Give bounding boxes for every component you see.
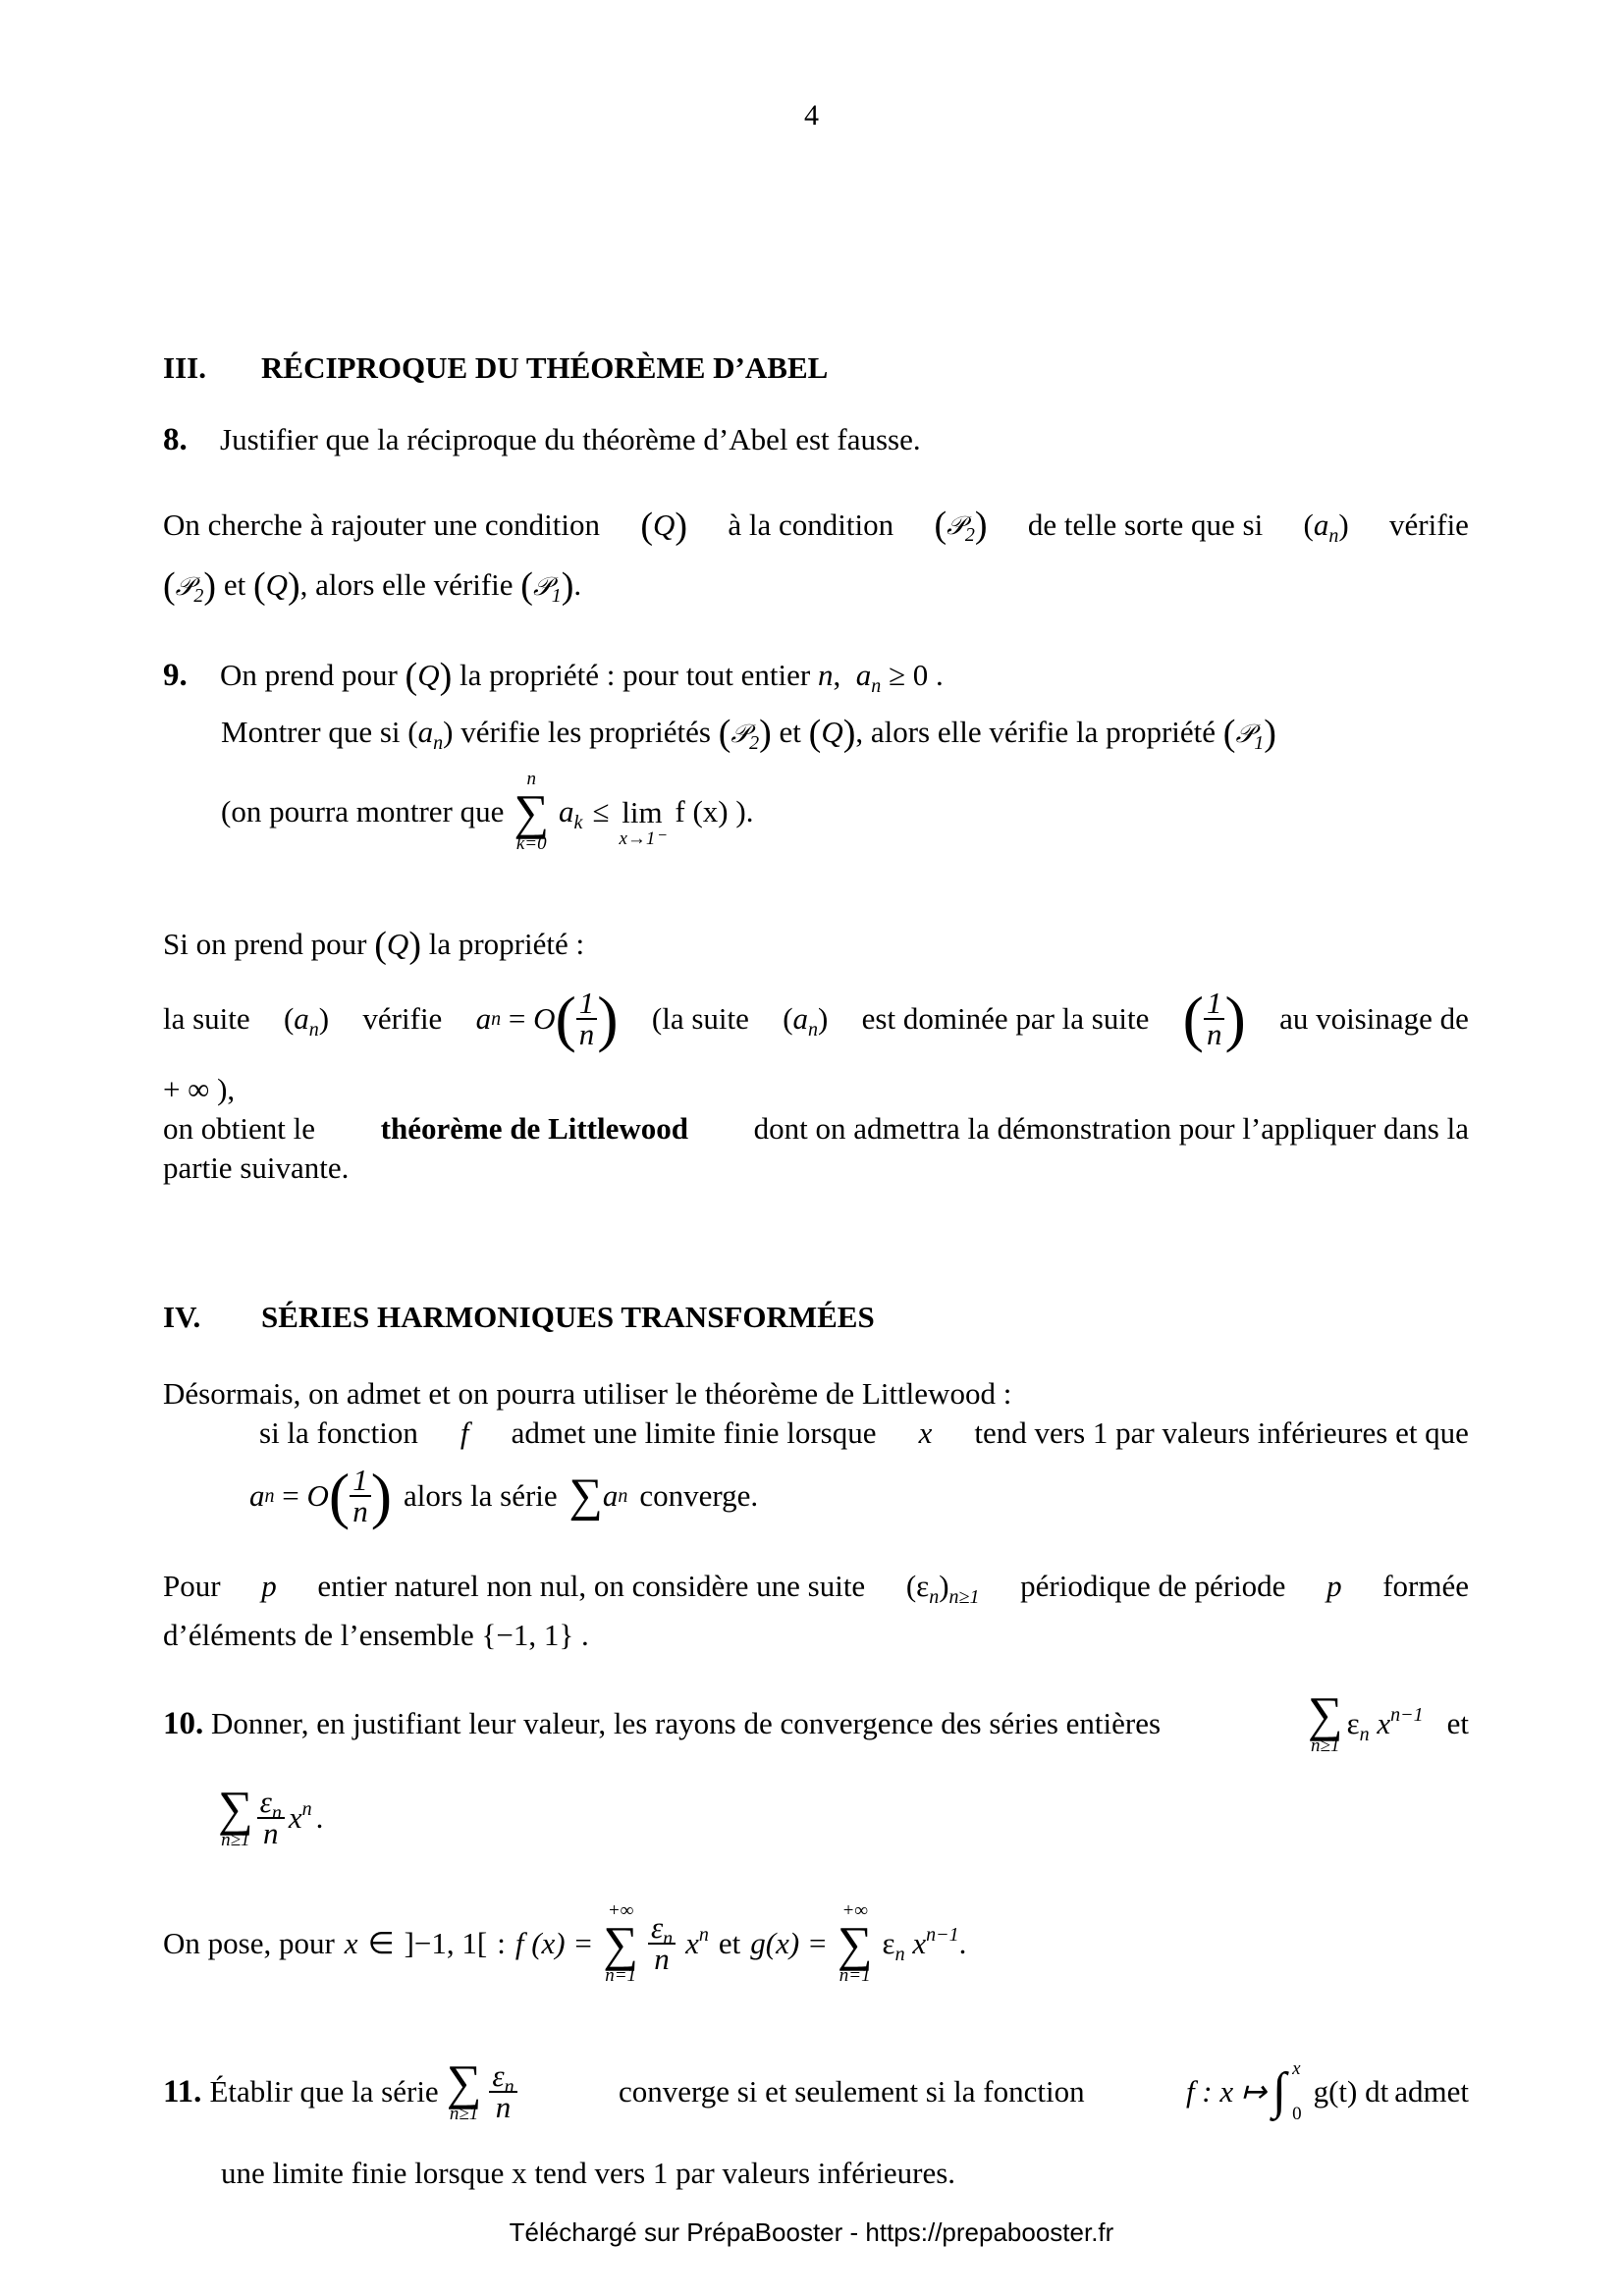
section-title: RÉCIPROQUE DU THÉORÈME D’ABEL xyxy=(261,350,829,385)
denominator: n xyxy=(578,1017,595,1051)
text: Montrer que si xyxy=(221,715,401,749)
sigma-icon: ∑ xyxy=(1307,1686,1343,1741)
sum-lower: n≥1 xyxy=(1311,1735,1340,1756)
text: la propriété : xyxy=(428,927,585,961)
math-eps: ε xyxy=(259,1785,272,1819)
text: On prend pour xyxy=(220,658,398,692)
math-n: n xyxy=(818,658,834,692)
text: On pose, pour xyxy=(163,1926,335,1960)
math-eps: ε xyxy=(650,1910,664,1945)
section-heading-iv xyxy=(163,1298,1469,1337)
sum-operator xyxy=(514,770,549,854)
lim-subscript: x→1⁻ xyxy=(619,828,666,849)
text: Pour xyxy=(163,1569,221,1603)
math-sup: n−1 xyxy=(1390,1704,1424,1726)
math-sub: k xyxy=(573,812,583,833)
fraction xyxy=(576,988,598,1049)
sum-upper: +∞ xyxy=(841,1900,868,1921)
section-heading-iii xyxy=(163,348,1469,388)
question-number: 9. xyxy=(163,658,188,693)
text: Si on prend pour xyxy=(163,927,367,961)
text: admet xyxy=(1394,2074,1469,2109)
math-in: ∈ xyxy=(367,1926,395,1960)
text: et xyxy=(223,567,246,602)
math-a: a xyxy=(417,715,434,749)
lower-bound: 0 xyxy=(1292,2104,1302,2124)
text: . xyxy=(581,1618,589,1652)
text: f (x) ). xyxy=(675,794,754,828)
math-sub: n≥1 xyxy=(948,1586,980,1608)
math-a: a xyxy=(792,1001,809,1036)
text: de telle sorte que si xyxy=(1027,507,1264,542)
math-O: O xyxy=(306,1478,329,1513)
text: . xyxy=(315,1800,324,1835)
math-O: O xyxy=(533,1001,556,1036)
math-P: 𝒫 xyxy=(532,572,552,602)
denominator: n xyxy=(352,1494,368,1528)
denominator: n xyxy=(1206,1017,1222,1051)
math-f: f xyxy=(460,1415,469,1450)
math-sub: 2 xyxy=(964,524,975,546)
littlewood-line5: partie suivante. xyxy=(163,1150,350,1185)
math-P: 𝒫 xyxy=(730,720,750,749)
math-x: x xyxy=(918,1415,933,1450)
math-sub: n xyxy=(308,1019,319,1041)
sum-operator xyxy=(1307,1686,1343,1756)
page-number: 4 xyxy=(804,99,819,132)
question-11-line1: 11. Établir que la série ∑ n≥1 $\frac{\varepsilon_n}{n}$ converge si et seulement si la fonction f : x ↦ ∫ x 0 g(t) dt admet xyxy=(163,2055,1469,2124)
math-sub: n xyxy=(929,1586,940,1608)
sigma-icon: ∑ xyxy=(514,784,550,839)
question-10-line1 xyxy=(163,1686,1469,1761)
text: vérifie xyxy=(362,1001,443,1036)
math-leq: ≤ xyxy=(592,794,610,828)
question-10-line2 xyxy=(218,1779,323,1857)
section-title: SÉRIES HARMONIQUES TRANSFORMÉES xyxy=(261,1300,875,1334)
text: alors la série xyxy=(404,1478,558,1513)
text: si la fonction xyxy=(259,1415,418,1450)
upper-bound: x xyxy=(1292,2058,1301,2079)
math-sup: n xyxy=(301,1798,312,1820)
math-eps: ε xyxy=(916,1569,930,1603)
sum-lower: n=1 xyxy=(605,1965,637,1986)
text: vérifie les propriétés xyxy=(460,715,711,749)
section-number: IV. xyxy=(163,1300,201,1334)
text: et xyxy=(779,715,801,749)
lim-label: lim xyxy=(622,795,663,829)
text: entier naturel non nul, on considère une suite xyxy=(317,1569,866,1603)
math-Q: Q xyxy=(653,507,676,542)
math-eps: ε xyxy=(1346,1706,1360,1740)
math-maps: f : x ↦ xyxy=(1185,2074,1267,2109)
math-sub: n xyxy=(433,732,444,754)
theorem-line3: a n = O ( $\frac{1}{n}$ ) alors la série ∑ a n converge. xyxy=(249,1461,759,1530)
math-P: 𝒫 xyxy=(1235,720,1255,749)
sum-lower: n≥1 xyxy=(221,1830,250,1850)
fraction xyxy=(257,1785,285,1850)
math-sub: 1 xyxy=(551,585,562,607)
text: . xyxy=(958,1926,967,1960)
definitions-line xyxy=(163,1895,1469,1993)
sum-operator xyxy=(603,1901,638,1986)
math-x: x xyxy=(1377,1706,1391,1740)
question-text: Donner, en justifiant leur valeur, les rayons de convergence des séries entières xyxy=(211,1706,1162,1740)
limit-operator xyxy=(619,796,665,849)
text: converge. xyxy=(639,1478,759,1513)
math-eq: = xyxy=(508,1001,526,1036)
math-sub: n xyxy=(663,1928,674,1949)
question-number: 11. xyxy=(163,2074,202,2109)
fraction xyxy=(489,2058,516,2124)
text: On cherche à rajouter une condition xyxy=(163,507,601,542)
sum-lower: k=0 xyxy=(515,833,547,854)
text: et xyxy=(1446,1706,1469,1740)
text: . xyxy=(573,567,582,602)
littlewood-line2: la suite $(a_n)$ vérifie a n = O ( $\frac{1}{n}$ ) (la suite $(a_n)$ est dominée par la suite ( $\frac{1}{n}$ ) au voisinage de xyxy=(163,984,1469,1053)
text: la propriété : pour tout entier xyxy=(460,658,811,692)
math-Q: Q xyxy=(386,927,409,961)
text: et xyxy=(718,1926,741,1960)
interval: ]−1, 1[ xyxy=(404,1926,488,1960)
paragraph-intro-line2: (𝒫$_2$) et (Q), alors elle vérifie (𝒫$_1$). xyxy=(163,565,582,607)
littlewood-line4 xyxy=(163,1109,1469,1148)
text: vérifie xyxy=(1389,507,1469,542)
text: converge si et seulement si la fonction xyxy=(618,2074,1085,2109)
text: dont on admettra la démonstration pour l’appliquer dans la xyxy=(753,1111,1469,1146)
math-sub: n xyxy=(1359,1724,1370,1745)
math-a: a xyxy=(294,1001,309,1036)
math-fx: f (x) = xyxy=(514,1926,594,1960)
math-Q: Q xyxy=(417,658,440,692)
setup-line2 xyxy=(163,1616,1469,1655)
text: à la condition xyxy=(728,507,894,542)
text: tend vers 1 par valeurs inférieures et que xyxy=(974,1415,1469,1450)
math-a: a xyxy=(475,1001,492,1036)
math-sub: n xyxy=(271,1802,282,1824)
sum-operator xyxy=(218,1781,253,1850)
sum-operator xyxy=(838,1901,873,1986)
math-x: x xyxy=(288,1800,302,1835)
text: formée xyxy=(1382,1569,1469,1603)
question-number: 8. xyxy=(163,422,188,457)
math-sub: 1 xyxy=(1254,732,1265,754)
question-text: Justifier que la réciproque du théorème d’Abel est fausse. xyxy=(220,422,921,456)
math-x: x xyxy=(912,1926,927,1960)
fraction xyxy=(648,1910,676,1976)
denominator: n xyxy=(654,1942,670,1976)
math-a: a xyxy=(855,658,872,692)
text: , alors elle vérifie xyxy=(299,567,514,602)
numerator: 1 xyxy=(1204,988,1225,1020)
text: (la suite xyxy=(651,1001,749,1036)
sum-lower: n=1 xyxy=(839,1965,871,1986)
theorem-line2 xyxy=(259,1414,1469,1453)
theorem-line1: Désormais, on admet et on pourra utiliser le théorème de Littlewood : xyxy=(163,1376,1012,1411)
question-11-line2: une limite finie lorsque x tend vers 1 par valeurs inférieures. xyxy=(221,2156,956,2190)
littlewood-line3: + ∞ ), xyxy=(163,1072,236,1106)
math-P: 𝒫 xyxy=(947,511,965,541)
text: au voisinage de xyxy=(1279,1001,1469,1036)
denominator: n xyxy=(495,2090,512,2124)
footer-download-notice: Téléchargé sur PrépaBooster - https://prepabooster.fr xyxy=(509,2217,1114,2247)
math-sub: n xyxy=(504,2076,514,2098)
math-eq: = xyxy=(282,1478,299,1513)
set-notation: {−1, 1} xyxy=(481,1618,574,1652)
question-8 xyxy=(163,420,1469,459)
text: admet une limite finie lorsque xyxy=(511,1415,877,1450)
numerator: 1 xyxy=(576,988,598,1020)
math-p: p xyxy=(1326,1569,1342,1603)
math-eps: ε xyxy=(882,1926,895,1960)
denominator: n xyxy=(263,1816,279,1850)
text: ≥ 0 . xyxy=(889,658,944,692)
text: : xyxy=(497,1926,506,1960)
fraction xyxy=(350,1463,371,1528)
question-9-line1: 9. On prend pour (Q) la propriété : pour tout entier n, $a_n \ge 0$ . xyxy=(163,656,944,697)
math-sub: n xyxy=(871,675,882,697)
sum-upper: n xyxy=(526,769,536,789)
integral-bounds xyxy=(1292,2059,1302,2124)
text: la suite xyxy=(163,1001,250,1036)
text: (on pourra montrer que xyxy=(221,794,505,828)
sigma-icon: ∑ xyxy=(603,1916,638,1971)
sum-lower: n≥1 xyxy=(449,2104,479,2124)
math-sub: 2 xyxy=(193,585,204,607)
sum-operator xyxy=(446,2055,482,2124)
fraction xyxy=(1204,988,1225,1049)
math-a: a xyxy=(249,1478,265,1513)
setup-line1: Pour p entier naturel non nul, on considère une suite $(\varepsilon_n)_{n\ge 1}$ périodique de période p formée xyxy=(163,1569,1469,1608)
question-9-line2: Montrer que si $(a_n)$ vérifie les propriétés (𝒫$_2$) et (Q), alors elle vérifie la propriété (𝒫$_1$) xyxy=(221,713,1276,754)
sigma-icon: ∑ xyxy=(568,1469,603,1522)
math-eps: ε xyxy=(492,2058,505,2093)
math-sub: n xyxy=(808,1019,819,1041)
math-a: a xyxy=(1313,507,1329,542)
math-p: p xyxy=(261,1569,277,1603)
question-9-line3 xyxy=(163,770,1527,854)
sigma-icon: ∑ xyxy=(837,1916,873,1971)
sigma-icon: ∑ xyxy=(218,1781,253,1836)
math-Q: Q xyxy=(265,567,288,602)
math-gx: g(x) = xyxy=(750,1926,828,1960)
numerator: 1 xyxy=(350,1466,371,1497)
littlewood-line1: Si on prend pour (Q) la propriété : xyxy=(163,925,585,966)
math-sub: n xyxy=(1328,525,1339,547)
math-P: 𝒫 xyxy=(175,572,194,602)
question-number: 10. xyxy=(163,1706,204,1741)
text: on obtient le xyxy=(163,1111,315,1146)
math-Q: Q xyxy=(821,715,843,749)
paragraph-intro-line1: On cherche à rajouter une condition (Q) à la condition (𝒫$_2$) de telle sorte que si $(a_n)$ vérifie xyxy=(163,505,1469,547)
integrand: g(t) dt xyxy=(1313,2074,1389,2109)
math-x: x xyxy=(685,1926,699,1960)
text: , alors elle vérifie la propriété xyxy=(855,715,1217,749)
section-number: III. xyxy=(163,350,206,385)
text: périodique de période xyxy=(1020,1569,1286,1603)
math-x: x xyxy=(344,1926,358,1960)
bold-term: théorème de Littlewood xyxy=(380,1111,689,1146)
math-a: a xyxy=(559,794,574,828)
math-sup: n−1 xyxy=(926,1924,959,1946)
text: est dominée par la suite xyxy=(861,1001,1150,1036)
text: d’éléments de l’ensemble xyxy=(163,1618,474,1652)
math-sup: n xyxy=(698,1924,709,1946)
math-sub: n xyxy=(894,1944,905,1965)
math-a: a xyxy=(602,1478,619,1513)
math-sub: 2 xyxy=(749,732,760,754)
text: Établir que la série xyxy=(209,2074,439,2109)
sum-upper: +∞ xyxy=(607,1900,634,1921)
sigma-icon: ∑ xyxy=(446,2055,482,2109)
